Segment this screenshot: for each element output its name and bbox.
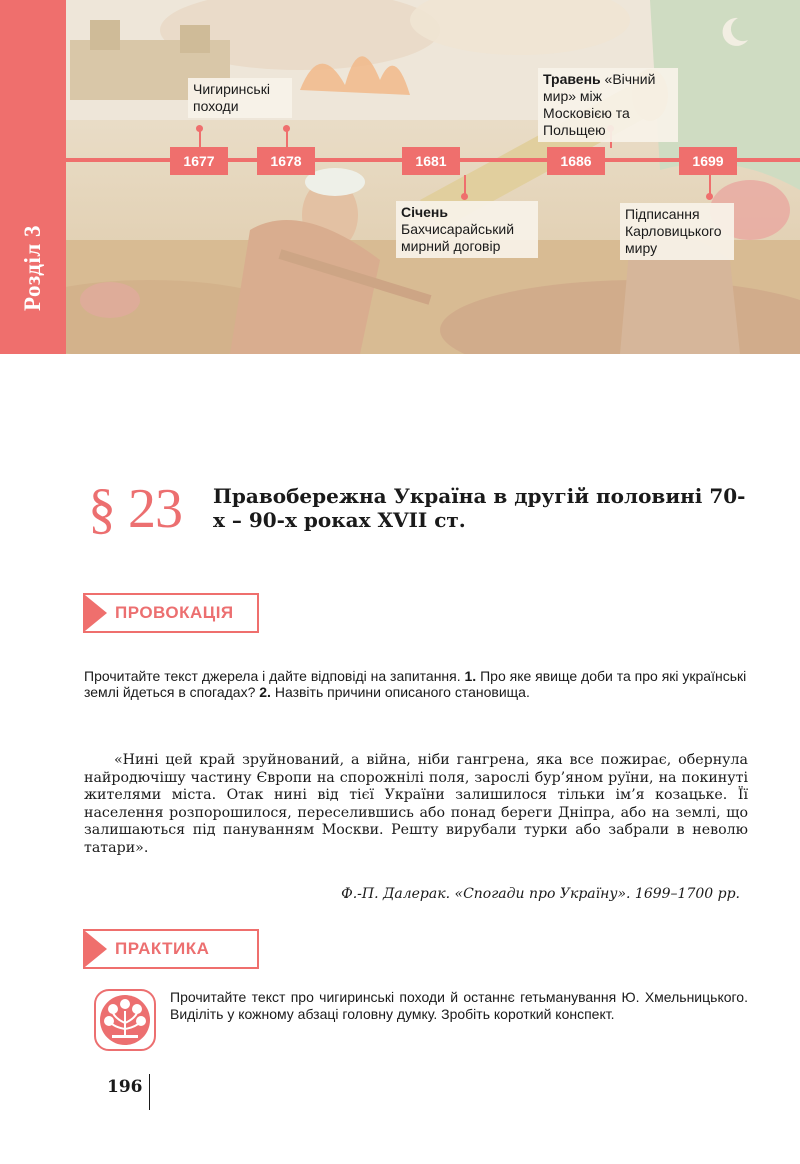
question-2-text: Назвіть причини описаного становища.: [270, 684, 530, 700]
question-2-number: 2.: [259, 684, 271, 700]
connector-dot-1678: [283, 125, 290, 132]
practice-label: [83, 929, 259, 969]
paragraph-number: § 23: [88, 478, 182, 540]
practice-label-text: ПРАКТИКА: [115, 939, 210, 958]
arrow-right-icon: [85, 595, 107, 631]
event-month: Січень: [401, 204, 448, 220]
year-marker-1677: 1677: [170, 147, 228, 175]
timeline-banner: [0, 0, 800, 354]
quote-source: Ф.-П. Далерак. «Спогади про Україну». 1699–1700 рр.: [341, 886, 740, 902]
provocation-label-text: ПРОВОКАЦІЯ: [115, 603, 234, 622]
provocation-task: [84, 668, 748, 700]
tree-of-knowledge-icon: [94, 989, 156, 1051]
year-marker-1678: 1678: [257, 147, 315, 175]
page-number: 196: [107, 1077, 143, 1097]
event-karlowitz-peace: [620, 203, 734, 260]
task-intro: Прочитайте текст джерела і дайте відповіді на запитання.: [84, 668, 465, 684]
page-number-divider: [149, 1074, 150, 1110]
event-month: Травень: [543, 71, 601, 87]
page-title: Правобережна Україна в другій половині 70-х – 90-х роках XVII ст.: [213, 484, 746, 532]
section-tab-label: Розділ 3: [20, 225, 45, 311]
question-1-text: Про яке явище доби та про які українські землі йдеться в спогадах?: [84, 668, 747, 700]
event-chyhyryn-campaigns: [188, 78, 292, 118]
section-tab: [0, 0, 66, 354]
question-1-number: 1.: [464, 668, 477, 684]
provocation-label: [83, 593, 259, 633]
event-bakhchysarai-treaty: [396, 201, 538, 258]
year-marker-1681: 1681: [402, 147, 460, 175]
event-text: Бахчисарайський мирний договір: [401, 221, 515, 254]
practice-task: Прочитайте текст про чигиринські походи й останнє гетьманування Ю. Хмельницького. Виділіть у кожному абзаці головну думку. Зробіть короткий конспект.: [170, 989, 748, 1022]
year-marker-1686: 1686: [547, 147, 605, 175]
source-quote: «Нині цей край зруйнований, а війна, ніби гангрена, яка все пожирає, обернула найродючішу частину Європи на спорожнілі поля, зарослі бур’яном руїни, на покинуті жителями міста. Отак нині від тієї України залишилося тільки ім’я козацьке. Її населення розпорошилося, переселившись або понад береги Дніпра, або на землі, що залишаються під пануванням Москви. Решту вирубали турки або забрали в неволю татари».: [84, 752, 748, 856]
event-eternal-peace: [538, 68, 678, 142]
arrow-right-icon: [85, 931, 107, 967]
connector-dot-1681: [461, 193, 468, 200]
connector-dot-1677: [196, 125, 203, 132]
event-text: Підписання Карловицького миру: [625, 206, 722, 256]
connector-dot-1699: [706, 193, 713, 200]
event-text: «Вічний мир» між Московією та Польщею: [543, 71, 656, 138]
event-text: Чигиринські походи: [193, 81, 270, 114]
historical-illustration-background: [0, 0, 800, 354]
year-marker-1699: 1699: [679, 147, 737, 175]
